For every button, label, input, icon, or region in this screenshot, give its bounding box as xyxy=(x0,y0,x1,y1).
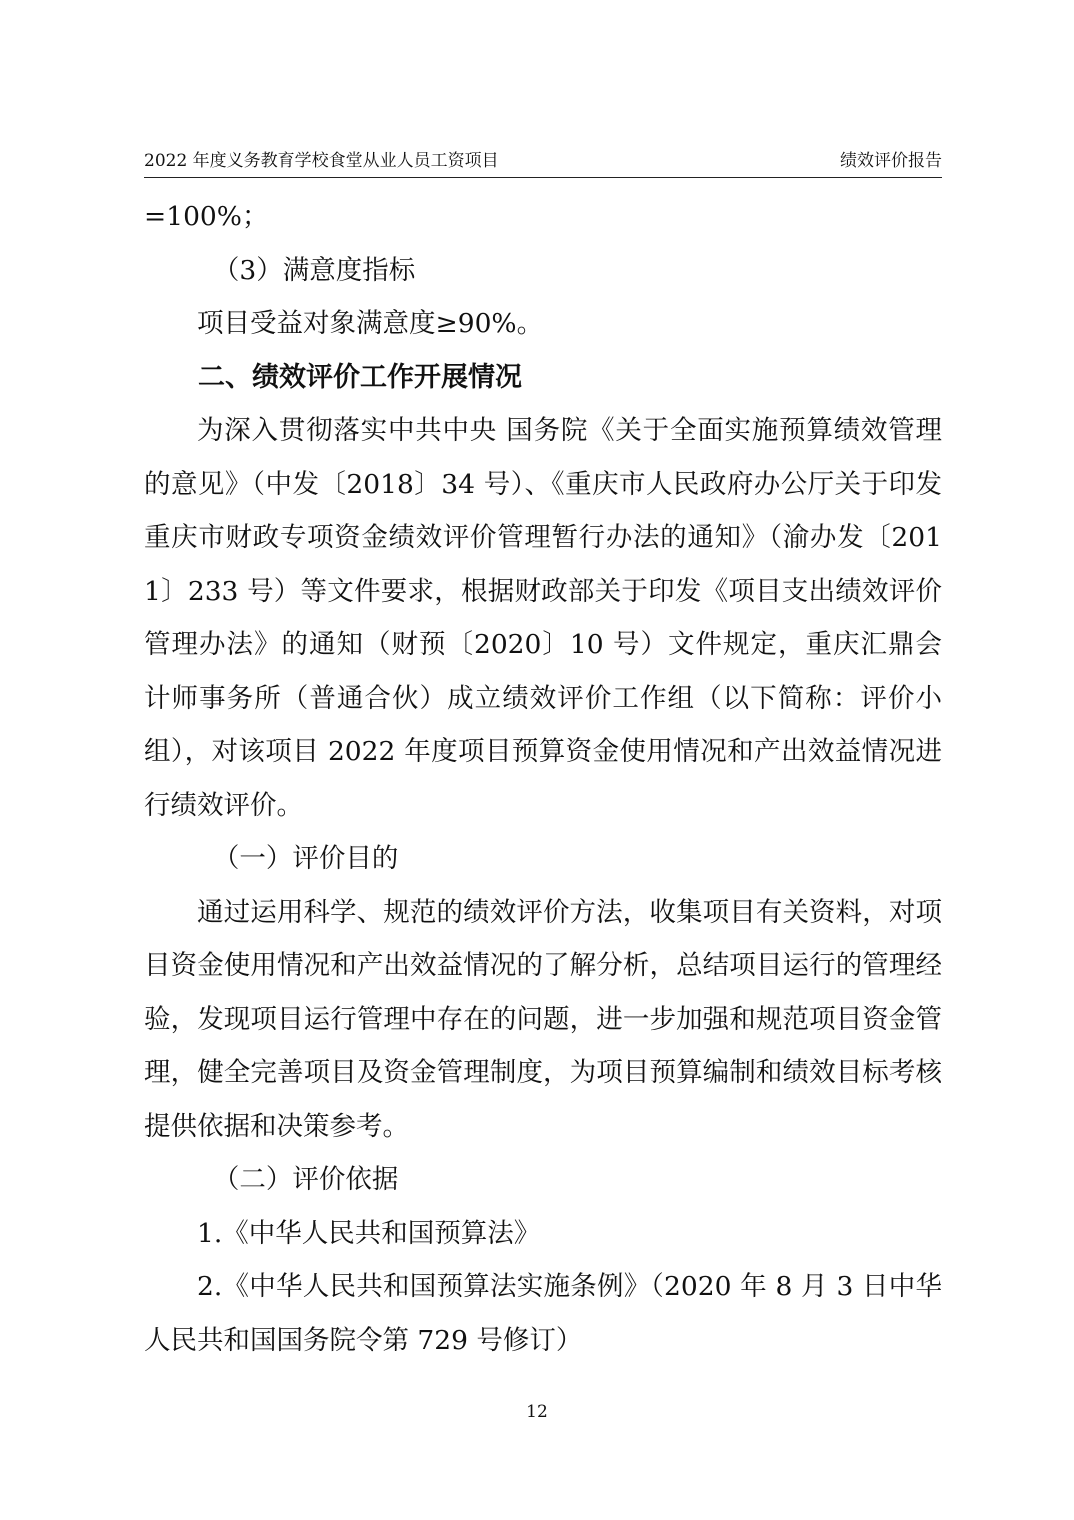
basis-item-2: 2.《中华人民共和国预算法实施条例》（2020 年 8 月 3 日中华人民共和国国务院令第 729 号修订） xyxy=(144,1271,942,1356)
continuation-line: =100%； xyxy=(144,201,269,232)
satisfaction-indicator-title: （3）满意度指标 xyxy=(212,254,416,286)
header-report-title: 绩效评价报告 xyxy=(840,151,942,171)
subheading-purpose: （一）评价目的 xyxy=(212,843,399,874)
subheading-basis: （二）评价依据 xyxy=(212,1164,399,1195)
header-divider xyxy=(144,177,942,178)
page-number: 12 xyxy=(526,1402,548,1422)
paragraph-intro: 为深入贯彻落实中共中央 国务院《关于全面实施预算绩效管理的意见》（中发〔2018〕34 号）、《重庆市人民政府办公厅关于印发重庆市财政专项资金绩效评价管理暂行办法的通知》（渝办发〔2011〕233 号）等文件要求，根据财政部关于印发《项目支出绩效评价管理办法》的通知（财预〔2020〕10 号）文件规定，重庆汇鼎会计师事务所（普通合伙）成立绩效评价工作组（以下简称：评价小组），对该项目 2022 年度项目预算资金使用情况和产出效益情况进行绩效评价。 xyxy=(144,415,942,821)
header-project-title: 2022 年度义务教育学校食堂从业人员工资项目 xyxy=(144,151,499,171)
satisfaction-indicator-text: 项目受益对象满意度≥90%。 xyxy=(197,308,544,339)
page-body xyxy=(144,190,942,1367)
running-header xyxy=(144,148,942,174)
basis-item-1: 1.《中华人民共和国预算法》 xyxy=(197,1217,541,1249)
paragraph-purpose: 通过运用科学、规范的绩效评价方法，收集项目有关资料，对项目资金使用情况和产出效益情况的了解分析，总结项目运行的管理经验，发现项目运行管理中存在的问题，进一步加强和规范项目资金管理，健全完善项目及资金管理制度，为项目预算编制和绩效目标考核提供依据和决策参考。 xyxy=(144,896,942,1142)
section-heading-2: 二、绩效评价工作开展情况 xyxy=(198,361,522,393)
